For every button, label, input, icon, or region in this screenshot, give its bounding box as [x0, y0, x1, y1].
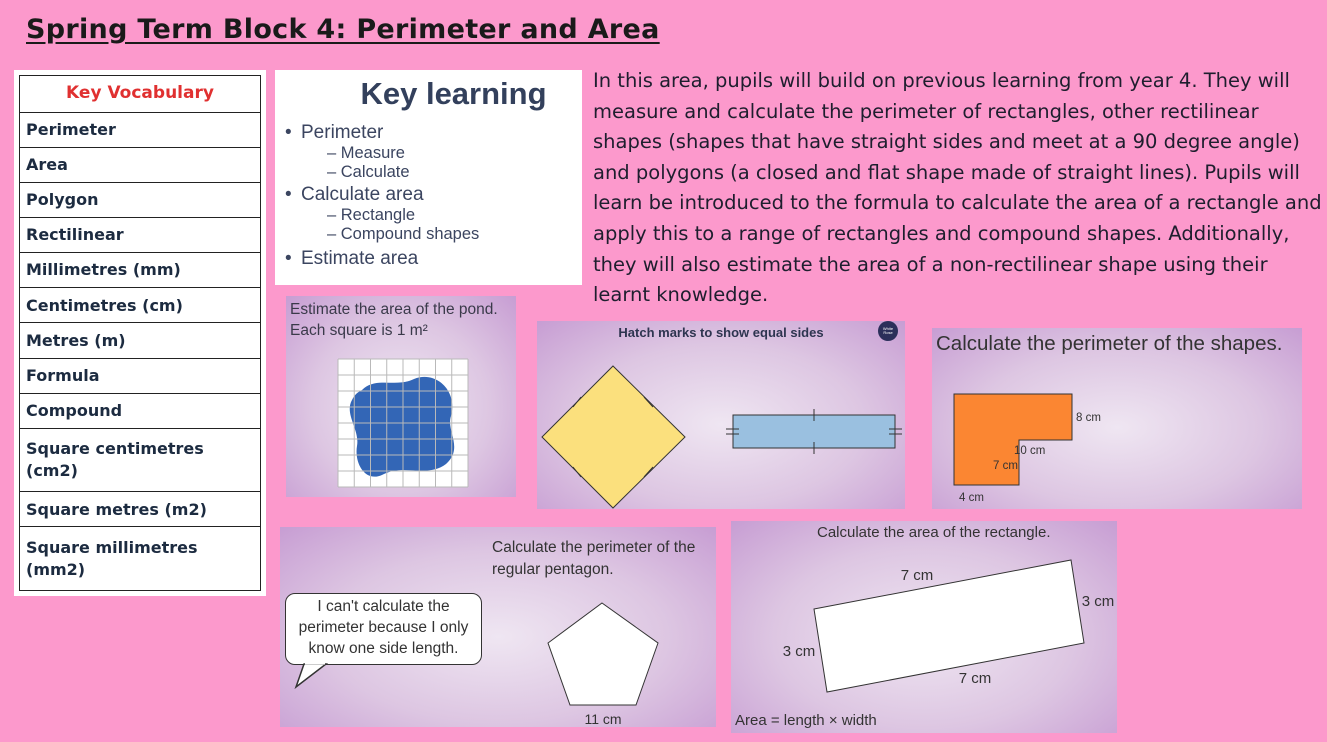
- pond-estimate-slide: [286, 296, 516, 497]
- key-learning-subitem: – Compound shapes: [327, 225, 480, 243]
- key-vocabulary-table: [14, 70, 266, 596]
- area-formula: Area = length × width: [735, 712, 877, 729]
- svg-text:White: White: [882, 326, 894, 331]
- vocabulary-term: Perimeter: [20, 112, 261, 147]
- label-8cm: 8 cm: [1076, 412, 1101, 424]
- perimeter-shapes-slide: [932, 328, 1302, 509]
- vocabulary-term: Polygon: [20, 183, 261, 218]
- pond-shape: [350, 377, 454, 477]
- pentagon-question: Calculate the perimeter of the: [492, 539, 696, 556]
- bubble-tail: [296, 664, 326, 687]
- label-10cm: 10 cm: [1014, 445, 1046, 457]
- vocabulary-term: Centimetres (cm): [20, 288, 261, 323]
- svg-text:Rose: Rose: [883, 330, 893, 335]
- hatch-title: Hatch marks to show equal sides: [618, 325, 824, 340]
- vocabulary-term: Square millimetres (mm2): [20, 527, 261, 591]
- vocabulary-term: Square centimetres (cm2): [20, 428, 261, 492]
- key-learning-list: [289, 122, 568, 270]
- key-learning-item: • Calculate area – Rectangle – Compound shapes: [289, 184, 568, 244]
- vocabulary-heading: Key Vocabulary: [20, 76, 261, 113]
- hatch-diagram: [537, 321, 905, 509]
- vocabulary-term: Formula: [20, 358, 261, 393]
- rectangle-diagram: [731, 521, 1117, 733]
- key-learning-item: • Estimate area: [289, 248, 568, 270]
- vocabulary-term: Compound: [20, 393, 261, 428]
- pond-square-note: Each square is 1 m²: [290, 322, 428, 339]
- label-7cm: 7 cm: [993, 460, 1018, 472]
- key-learning-subitem: – Calculate: [327, 163, 410, 181]
- rect-title: Calculate the area of the rectangle.: [817, 524, 1051, 541]
- vocabulary-term: Millimetres (mm): [20, 253, 261, 288]
- vocabulary-term: Rectilinear: [20, 218, 261, 253]
- lshape-title: Calculate the perimeter of the shapes.: [936, 332, 1283, 355]
- pentagon-question-2: regular pentagon.: [492, 561, 614, 578]
- pentagon-side-label: 11 cm: [584, 711, 622, 727]
- pentagon-slide: [280, 527, 716, 727]
- speech-bubble: I can't calculate the perimeter because I only know one side length.: [285, 593, 482, 665]
- pond-grid-diagram: [286, 296, 516, 497]
- vocabulary-term: Square metres (m2): [20, 492, 261, 527]
- pond-question: Estimate the area of the pond.: [290, 301, 498, 318]
- key-learning-card: [275, 70, 582, 285]
- pentagon-diagram: [280, 527, 716, 727]
- label-bottom: 7 cm: [958, 670, 992, 687]
- description-text: In this area, pupils will build on previous learning from year 4. They will measure and calculate the perimeter of rectangles, other rectilinear shapes (shapes that have straight sides and meet at a 90 degree angle) and polygons (a closed and flat shape made of straight lines). Pupils will learn be introduced to the formula to calculate the area of a rectangle and apply this to a range of rectangles and compound shapes. Additionally, they will also estimate the area of a non-rectilinear shape using their learnt knowledge.: [593, 69, 1322, 307]
- label-top: 7 cm: [900, 567, 934, 584]
- pentagon-shape: [548, 603, 658, 705]
- key-learning-item: • Perimeter – Measure – Calculate: [289, 122, 568, 182]
- vocabulary-term: Metres (m): [20, 323, 261, 358]
- page-title: Spring Term Block 4: Perimeter and Area: [26, 14, 660, 45]
- vocabulary-term: Area: [20, 147, 261, 182]
- hatch-marks-slide: [537, 321, 905, 509]
- label-left: 3 cm: [782, 643, 816, 660]
- diamond-shape: [542, 366, 685, 508]
- key-learning-title: Key learning: [360, 76, 547, 111]
- rectangle-area-slide: [731, 521, 1117, 733]
- label-right: 3 cm: [1081, 593, 1115, 610]
- key-learning-subitem: – Measure: [327, 144, 405, 162]
- key-learning-subitem: – Rectangle: [327, 206, 416, 224]
- label-4cm: 4 cm: [959, 492, 984, 504]
- l-shape-diagram: [932, 328, 1302, 509]
- tilted-rectangle: [814, 560, 1084, 692]
